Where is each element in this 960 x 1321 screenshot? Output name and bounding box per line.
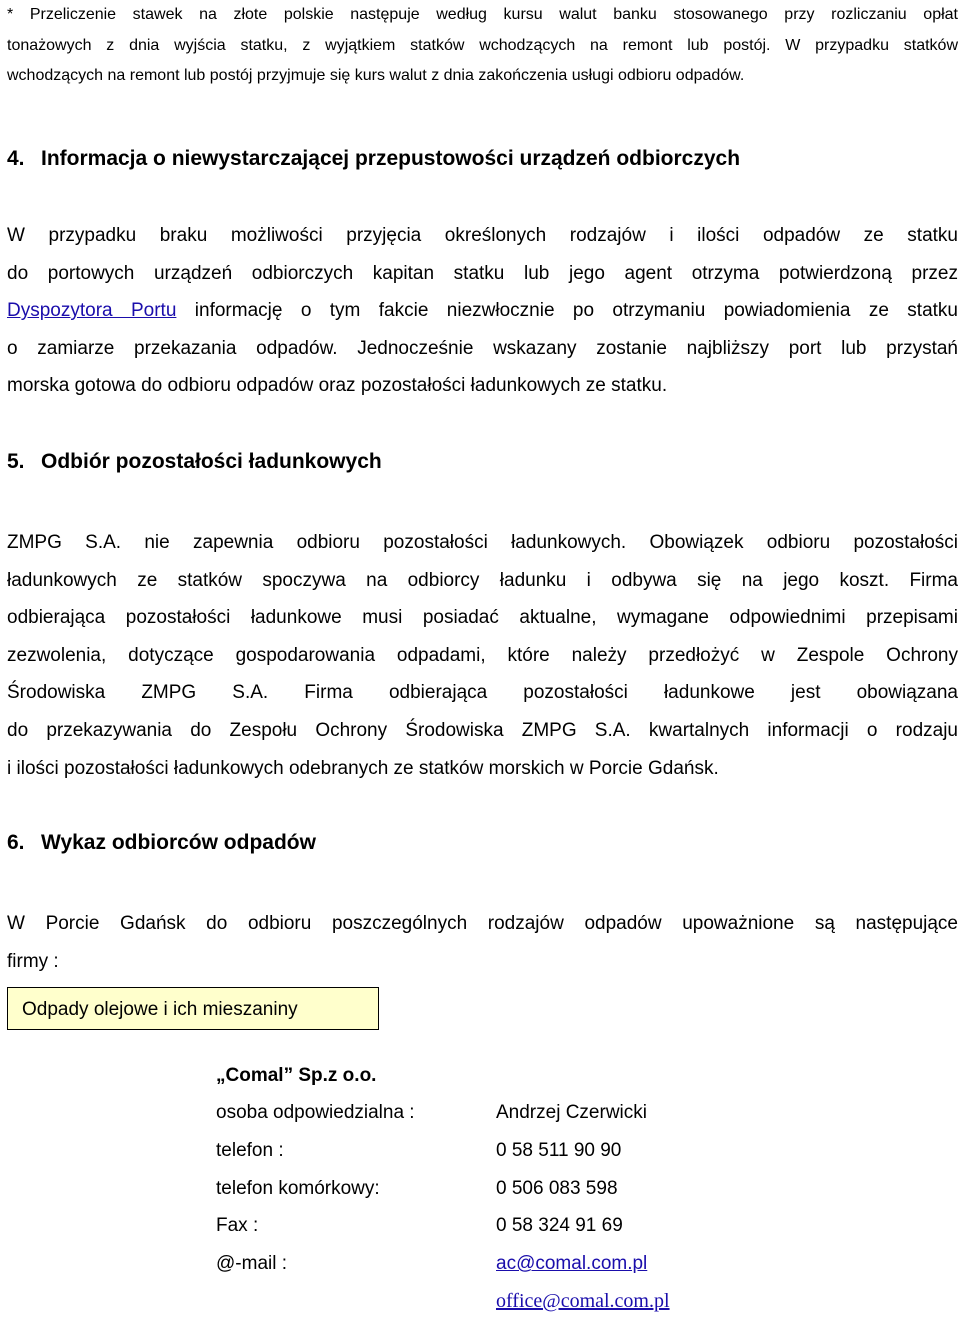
contact-label: osoba odpowiedzialna : — [216, 1102, 415, 1123]
paragraph-line: do przekazywania do Zespołu Ochrony Środowiska ZMPG S.A. kwartalnych informacji o rodzaju — [7, 719, 958, 741]
contact-label: telefon : — [216, 1139, 284, 1161]
section-4-paragraph — [7, 217, 958, 405]
contact-value — [496, 1245, 647, 1283]
section-6-heading — [7, 830, 316, 856]
contact-label: Fax : — [216, 1215, 259, 1237]
contact-value: 0 58 511 90 90 — [496, 1139, 622, 1161]
paragraph-line: do portowych urządzeń odbiorczych kapitan statku lub jego agent otrzyma potwierdzoną przez — [7, 262, 958, 284]
section-4-heading — [7, 146, 740, 172]
email-link-office[interactable]: office@comal.com.pl — [496, 1289, 670, 1312]
section-number: 6. — [7, 831, 25, 854]
contact-label: @-mail : — [216, 1253, 288, 1275]
company-name: „Comal” Sp.z o.o. — [216, 1065, 377, 1086]
paragraph-line: i ilości pozostałości ładunkowych odebranych ze statków morskich w Porcie Gdańsk. — [7, 757, 719, 779]
paragraph-line-text: informację o tym fakcie niezwłocznie po otrzymaniu powiadomienia ze statku — [194, 300, 958, 322]
contact-label-empty — [216, 1283, 496, 1321]
contact-row — [216, 1283, 670, 1321]
section-5-heading — [7, 449, 382, 475]
paragraph-line — [7, 292, 958, 330]
contact-row — [216, 1170, 670, 1208]
contact-value: 0 506 083 598 — [496, 1177, 618, 1199]
section-5-paragraph — [7, 524, 958, 787]
contact-value: 0 58 324 91 69 — [496, 1215, 623, 1237]
paragraph-line: Środowiska ZMPG S.A. Firma odbierająca pozostałości ładunkowe jest obowiązana — [7, 682, 958, 704]
section-number: 4. — [7, 147, 25, 170]
contact-value: Andrzej Czerwicki — [496, 1102, 647, 1123]
paragraph-line: morska gotowa do odbioru odpadów oraz pozostałości ładunkowych ze statku. — [7, 375, 668, 397]
section-number: 5. — [7, 450, 25, 473]
footnote-line: tonażowych z dnia wyjścia statku, z wyjątkiem statków wchodzących na remont lub postój. W przypadku statków — [7, 36, 958, 54]
paragraph-line: odbierająca pozostałości ładunkowe musi posiadać aktualne, wymagane odpowiednimi przepisami — [7, 607, 958, 629]
contact-block — [216, 1057, 670, 1321]
contact-row — [216, 1132, 670, 1170]
contact-row — [216, 1245, 670, 1283]
paragraph-line: W Porcie Gdańsk do odbioru poszczególnych rodzajów odpadów upoważnione są następujące — [7, 913, 958, 934]
paragraph-line: ładunkowych ze statków spoczywa na odbiorcy ładunku i odbywa się na jego koszt. Firma — [7, 569, 958, 591]
paragraph-line: firmy : — [7, 950, 59, 972]
section-6-paragraph — [7, 905, 958, 980]
waste-category-box: Odpady olejowe i ich mieszaniny — [7, 987, 379, 1030]
dyspozytor-link[interactable]: Dyspozytora Portu — [7, 300, 177, 322]
section-title: Informacja o niewystarczającej przepustowości urządzeń odbiorczych — [41, 147, 741, 170]
footnote-line: * Przeliczenie stawek na złote polskie następuje według kursu walut banku stosowanego przy rozliczaniu opłat — [7, 6, 958, 23]
section-title: Wykaz odbiorców odpadów — [41, 831, 316, 854]
paragraph-line: W przypadku braku możliwości przyjęcia określonych rodzajów i ilości odpadów ze statku — [7, 225, 958, 246]
section-title: Odbiór pozostałości ładunkowych — [41, 450, 382, 473]
paragraph-line: ZMPG S.A. nie zapewnia odbioru pozostałości ładunkowych. Obowiązek odbioru pozostałości — [7, 532, 958, 553]
paragraph-line: zezwolenia, dotyczące gospodarowania odpadami, które należy przedłożyć w Zespole Ochrony — [7, 644, 958, 666]
contact-label: telefon komórkowy: — [216, 1177, 380, 1199]
email-link[interactable]: ac@comal.com.pl — [496, 1253, 648, 1275]
contact-row — [216, 1094, 670, 1132]
paragraph-line: o zamiarze przekazania odpadów. Jednocześnie wskazany zostanie najbliższy port lub przystań — [7, 337, 958, 359]
contact-value — [496, 1283, 670, 1321]
footnote-line: wchodzących na remont lub postój przyjmuje się kurs walut z dnia zakończenia usługi odbioru odpadów. — [7, 67, 745, 84]
footnote — [7, 0, 958, 92]
contact-row — [216, 1207, 670, 1245]
